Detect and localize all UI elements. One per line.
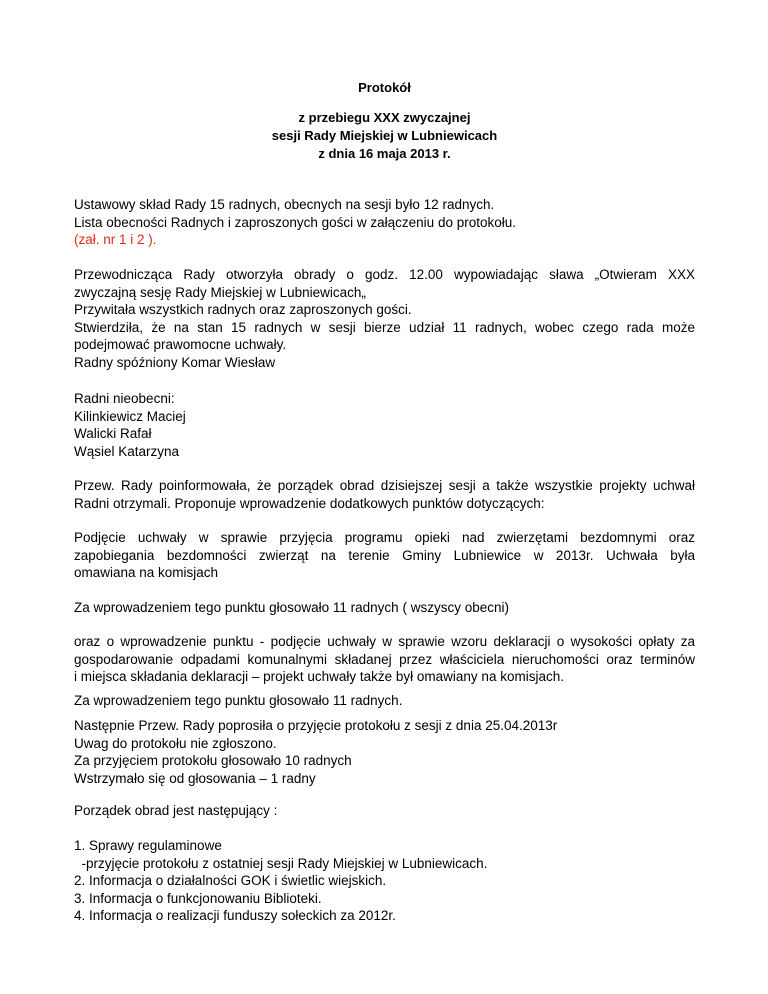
text-line: Radny spóźniony Komar Wiesław xyxy=(74,354,276,370)
text-line: Za wprowadzeniem tego punktu głosowało 11 radnych. xyxy=(74,693,403,708)
agenda-heading-paragraph xyxy=(74,802,695,820)
proposal-paragraph xyxy=(74,477,695,512)
absent-name: Walicki Rafał xyxy=(74,426,152,442)
resolution-paragraph xyxy=(74,529,695,582)
minutes-approval-paragraph xyxy=(74,717,695,787)
subtitle-line: z przebiegu XXX zwyczajnej xyxy=(298,110,471,125)
text-line: Uwag do protokołu nie zgłoszono. xyxy=(74,735,277,751)
text-line: podejmować prawomocne uchwały. xyxy=(74,337,287,353)
text-line: Za przyjęciem protokołu głosowało 10 radnych xyxy=(74,753,352,769)
absent-councillors xyxy=(74,390,695,460)
waste-declaration-paragraph xyxy=(74,633,695,686)
subtitle-line: sesji Rady Miejskiej w Lubniewicach xyxy=(271,128,498,143)
agenda-heading: Porządek obrad jest następujący : xyxy=(74,803,278,818)
document-title xyxy=(74,79,695,97)
text-line: Przew. Rady poinformowała, że porządek obrad dzisiejszej sesji a także wszystkie projekty uchwał xyxy=(74,478,695,493)
absent-name: Wąsiel Katarzyna xyxy=(74,443,180,459)
attachment-reference: (zał. nr 1 i 2 ). xyxy=(74,232,157,248)
text-line: oraz o wprowadzenie punktu - podjęcie uchwały w sprawie wzoru deklaracji o wysokości opłaty za xyxy=(74,634,695,649)
agenda-item: 2. Informacja o działalności GOK i świetlic wiejskich. xyxy=(74,873,387,889)
text-line: Radni otrzymali. Proponuje wprowadzenie dodatkowych punktów dotyczących: xyxy=(74,495,545,511)
text-line: Podjęcie uchwały w sprawie przyjęcia programu opieki nad zwierzętami bezdomnymi oraz xyxy=(74,530,695,545)
subtitle-line: z dnia 16 maja 2013 r. xyxy=(318,146,451,161)
text-line: Przewodnicząca Rady otworzyła obrady o godz. 12.00 wypowiadając sława „Otwieram XXX xyxy=(74,267,695,282)
vote-paragraph xyxy=(74,692,695,710)
text-line: i miejsca składania deklaracji – projekt uchwały także był omawiany na komisjach. xyxy=(74,669,564,685)
text-line: Stwierdziła, że na stan 15 radnych w sesji bierze udział 11 radnych, wobec czego rada może xyxy=(74,319,695,335)
text-line: gospodarowanie odpadami komunalnymi składanej przez właściciela nieruchomości oraz terminów xyxy=(74,651,695,667)
title-text: Protokół xyxy=(358,80,411,95)
text-line: Przywitała wszystkich radnych oraz zaproszonych gości. xyxy=(74,302,412,318)
document-page xyxy=(74,0,695,994)
agenda-item: -przyjęcie protokołu z ostatniej sesji Rady Miejskiej w Lubniewicach. xyxy=(74,855,488,871)
agenda-item: 4. Informacja o realizacji funduszy sołeckich za 2012r. xyxy=(74,908,396,924)
text-line: zapobiegania bezdomności zwierząt na terenie Gminy Lubniewice w 2013r. Uchwała była xyxy=(74,547,695,563)
text-line: Następnie Przew. Rady poprosiła o przyjęcie protokołu z sesji z dnia 25.04.2013r xyxy=(74,718,558,733)
text-line: Wstrzymało się od głosowania – 1 radny xyxy=(74,770,316,786)
agenda-item: 3. Informacja o funkcjonowaniu Biblioteki. xyxy=(74,890,322,906)
document-subtitle xyxy=(74,109,695,163)
agenda-list xyxy=(74,837,695,925)
text-line: omawiana na komisjach xyxy=(74,565,219,581)
absent-heading: Radni nieobecni: xyxy=(74,391,175,406)
absent-name: Kilinkiewicz Maciej xyxy=(74,408,186,424)
opening-paragraph xyxy=(74,266,695,372)
agenda-item: 1. Sprawy regulaminowe xyxy=(74,838,222,853)
text-line: Lista obecności Radnych i zaproszonych gości w załączeniu do protokołu. xyxy=(74,214,516,230)
vote-paragraph xyxy=(74,599,695,617)
text-line: Za wprowadzeniem tego punktu głosowało 11 radnych ( wszyscy obecni) xyxy=(74,600,509,615)
text-line: Ustawowy skład Rady 15 radnych, obecnych na sesji było 12 radnych. xyxy=(74,197,495,212)
attendance-paragraph xyxy=(74,196,695,249)
text-line: zwyczajną sesję Rady Miejskiej w Lubniewicach„ xyxy=(74,284,366,300)
